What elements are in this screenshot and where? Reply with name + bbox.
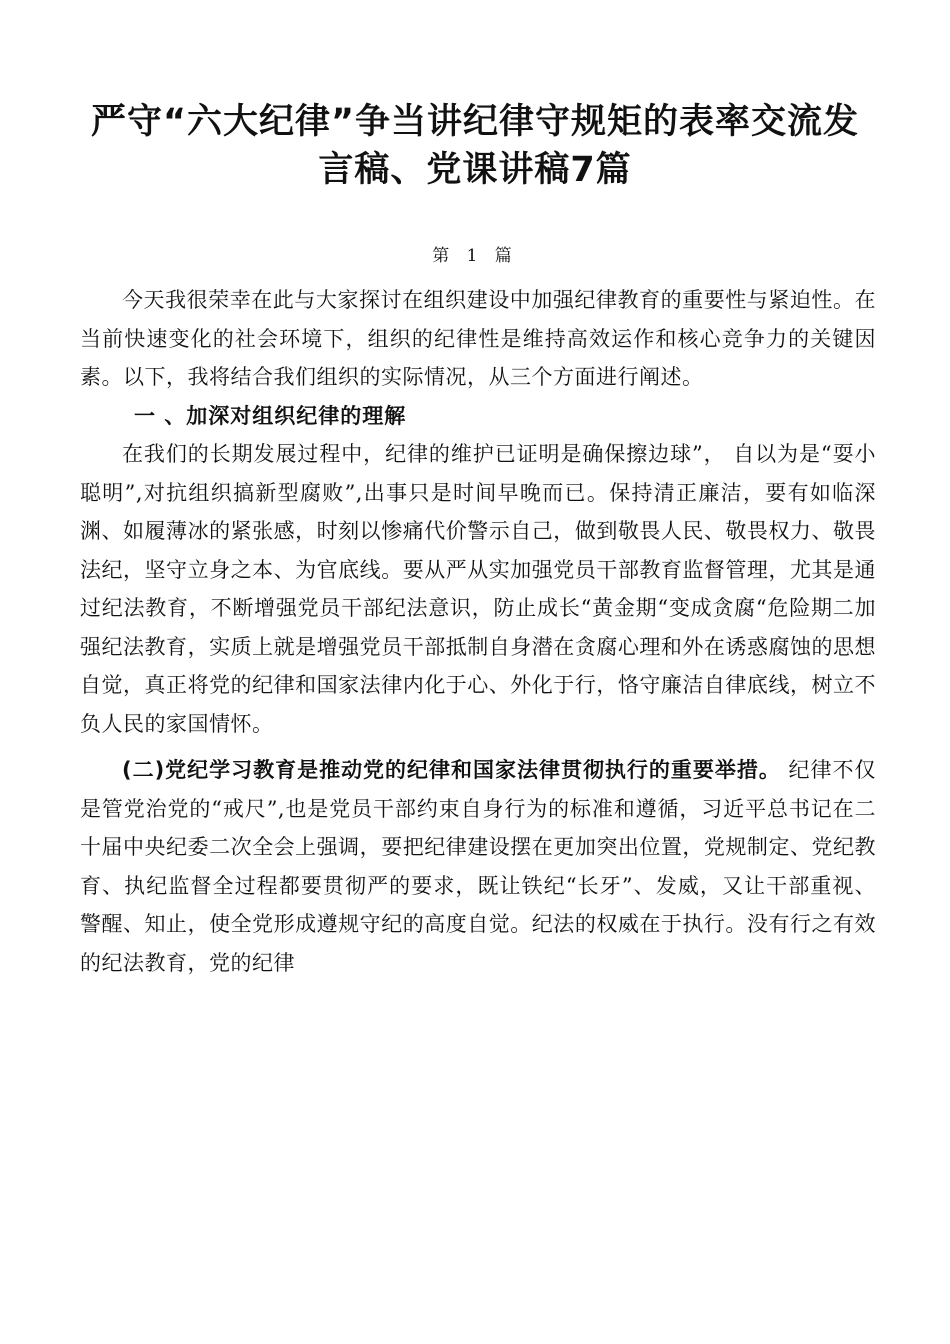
document-body	[80, 281, 876, 982]
paragraph-party-education	[80, 751, 876, 982]
document-title	[60, 98, 890, 194]
paragraph-body: 纪律不仅是管党治党的“戒尺”,也是党员干部约束自身行为的标准和遵循，习近平总书记在二十届中央纪委二次全会上强调，要把纪律建设摆在更加突出位置，党规制定、党纪教育、执纪监督全过程都要贯彻严的要求，既让铁纪“长牙”、发威，又让干部重视、警醒、知止，使全党形成遵规守纪的高度自觉。纪法的权威在于执行。没有行之有效的纪法教育，党的纪律	[80, 758, 876, 975]
title-line-1: 严守“六大纪律”争当讲纪律守规矩的表率交流发	[90, 102, 859, 142]
section-label: 第 1 篇	[432, 246, 518, 266]
paragraph-lead: (二)党纪学习教育是推动党的纪律和国家法律贯彻执行的重要举措。	[122, 758, 781, 782]
heading-one: 一 、加深对组织纪律的理解	[134, 403, 407, 428]
paragraph-discipline: 在我们的长期发展过程中，纪律的维护已证明是确保擦边球”， 自以为是“耍小聪明”,对抗组织搞新型腐败”,出事只是时间早晚而已。保持清正廉洁，要有如临深渊、如履薄冰的紧张感，时刻以惨痛代价警示自己，做到敬畏人民、敬畏权力、敬畏法纪，坚守立身之本、为官底线。要从严从实加强党员干部教育监督管理，尤其是通过纪法教育，不断增强党员干部纪法意识，防止成长“黄金期“变成贪腐“危险期二加强纪法教育，实质上就是增强党员干部抵制自身潜在贪腐心理和外在诱惑腐蚀的思想自觉，真正将党的纪律和国家法律内化于心、外化于行，恪守廉洁自律底线，树立不负人民的家国情怀。	[80, 442, 876, 736]
paragraph-intro: 今天我很荣幸在此与大家探讨在组织建设中加强纪律教育的重要性与紧迫性。在当前快速变化的社会环境下，组织的纪律性是维持高效运作和核心竞争力的关键因素。以下，我将结合我们组织的实际情况，从三个方面进行阐述。	[80, 288, 876, 389]
title-line-2: 言稿、党课讲稿7篇	[318, 150, 632, 190]
